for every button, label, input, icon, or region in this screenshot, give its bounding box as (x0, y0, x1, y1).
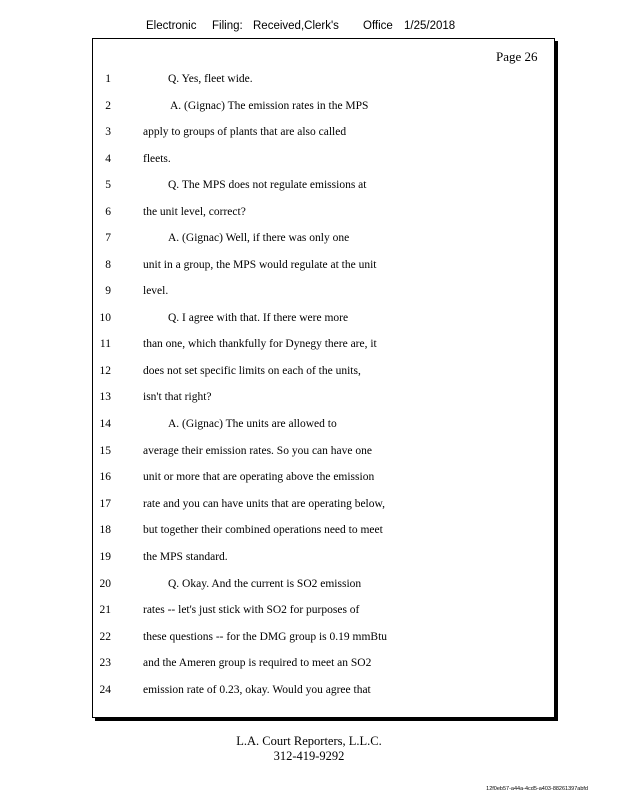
page-number: Page 26 (496, 49, 538, 64)
line-text: unit in a group, the MPS would regulate at the unit (143, 259, 377, 271)
line-number: 10 (99, 312, 111, 324)
line-number: 3 (105, 126, 111, 138)
transcript-line (0, 684, 618, 702)
line-text: does not set specific limits on each of the units, (143, 365, 361, 377)
transcript-line (0, 391, 618, 409)
line-text: than one, which thankfully for Dynegy there are, it (143, 338, 377, 350)
line-number: 15 (99, 445, 111, 457)
line-number: 7 (105, 232, 111, 244)
line-text: isn't that right? (143, 391, 212, 403)
line-text: emission rate of 0.23, okay. Would you agree that (143, 684, 371, 696)
transcript-line (0, 338, 618, 356)
line-number: 16 (99, 471, 111, 483)
line-text: A. (Gignac) Well, if there was only one (168, 232, 350, 244)
transcript-line (0, 578, 618, 596)
transcript-line (0, 604, 618, 622)
line-text: fleets. (143, 153, 171, 165)
line-number: 2 (105, 100, 111, 112)
transcript-line (0, 498, 618, 516)
transcript-line (0, 471, 618, 489)
line-text: Q. The MPS does not regulate emissions at (168, 179, 367, 191)
line-number: 9 (105, 285, 111, 297)
line-number: 8 (105, 259, 111, 271)
transcript-line (0, 418, 618, 436)
court-reporter-phone: 312-419-9292 (273, 749, 345, 763)
court-reporter-name: L.A. Court Reporters, L.L.C. (236, 734, 382, 748)
line-text: unit or more that are operating above the emission (143, 471, 375, 483)
header-received-clerks: Received,Clerk's (253, 20, 339, 32)
line-number: 19 (99, 551, 111, 563)
transcript-line (0, 73, 618, 91)
line-number: 18 (99, 524, 111, 536)
line-text: rates -- let's just stick with SO2 for purposes of (143, 604, 360, 616)
line-number: 23 (99, 657, 111, 669)
document-id: 12f0eb57-a44a-4cd5-a403-88261397abfd (486, 786, 588, 792)
line-text: these questions -- for the DMG group is 0.19 mmBtu (143, 631, 388, 643)
line-number: 13 (99, 391, 111, 403)
line-text: A. (Gignac) The units are allowed to (168, 418, 337, 430)
transcript-line (0, 445, 618, 463)
line-text: and the Ameren group is required to meet an SO2 (143, 657, 372, 669)
transcript-line (0, 657, 618, 675)
line-number: 22 (99, 631, 111, 643)
line-number: 1 (105, 73, 111, 85)
transcript-line (0, 524, 618, 542)
transcript-line (0, 126, 618, 144)
line-number: 11 (99, 338, 111, 350)
transcript-line (0, 551, 618, 569)
line-text: the MPS standard. (143, 551, 228, 563)
header-office: Office (363, 20, 393, 32)
transcript-line (0, 100, 618, 118)
line-text: but together their combined operations need to meet (143, 524, 383, 536)
line-text: the unit level, correct? (143, 206, 246, 218)
line-text: level. (143, 285, 169, 297)
transcript-line (0, 232, 618, 250)
transcript-line (0, 365, 618, 383)
line-text: rate and you can have units that are operating below, (143, 498, 385, 510)
line-number: 24 (99, 684, 111, 696)
line-number: 20 (99, 578, 111, 590)
transcript-line (0, 179, 618, 197)
header-date: 1/25/2018 (404, 20, 456, 32)
line-number: 21 (99, 604, 111, 616)
line-text: apply to groups of plants that are also called (143, 126, 347, 138)
line-text: A. (Gignac) The emission rates in the MPS (170, 100, 369, 112)
transcript-line (0, 153, 618, 171)
line-text: Q. Yes, fleet wide. (168, 73, 253, 85)
transcript-line (0, 312, 618, 330)
line-number: 6 (105, 206, 111, 218)
line-number: 14 (99, 418, 111, 430)
line-text: Q. Okay. And the current is SO2 emission (168, 578, 362, 590)
transcript-line (0, 259, 618, 277)
electronic-filing-header (0, 20, 618, 36)
line-text: Q. I agree with that. If there were more (168, 312, 349, 324)
header-electronic: Electronic (146, 20, 197, 32)
transcript-line (0, 206, 618, 224)
line-number: 12 (99, 365, 111, 377)
header-filing: Filing: (212, 20, 243, 32)
transcript-line (0, 631, 618, 649)
line-text: average their emission rates. So you can have one (143, 445, 372, 457)
line-number: 4 (105, 153, 111, 165)
line-number: 5 (105, 179, 111, 191)
line-number: 17 (99, 498, 111, 510)
transcript-line (0, 285, 618, 303)
